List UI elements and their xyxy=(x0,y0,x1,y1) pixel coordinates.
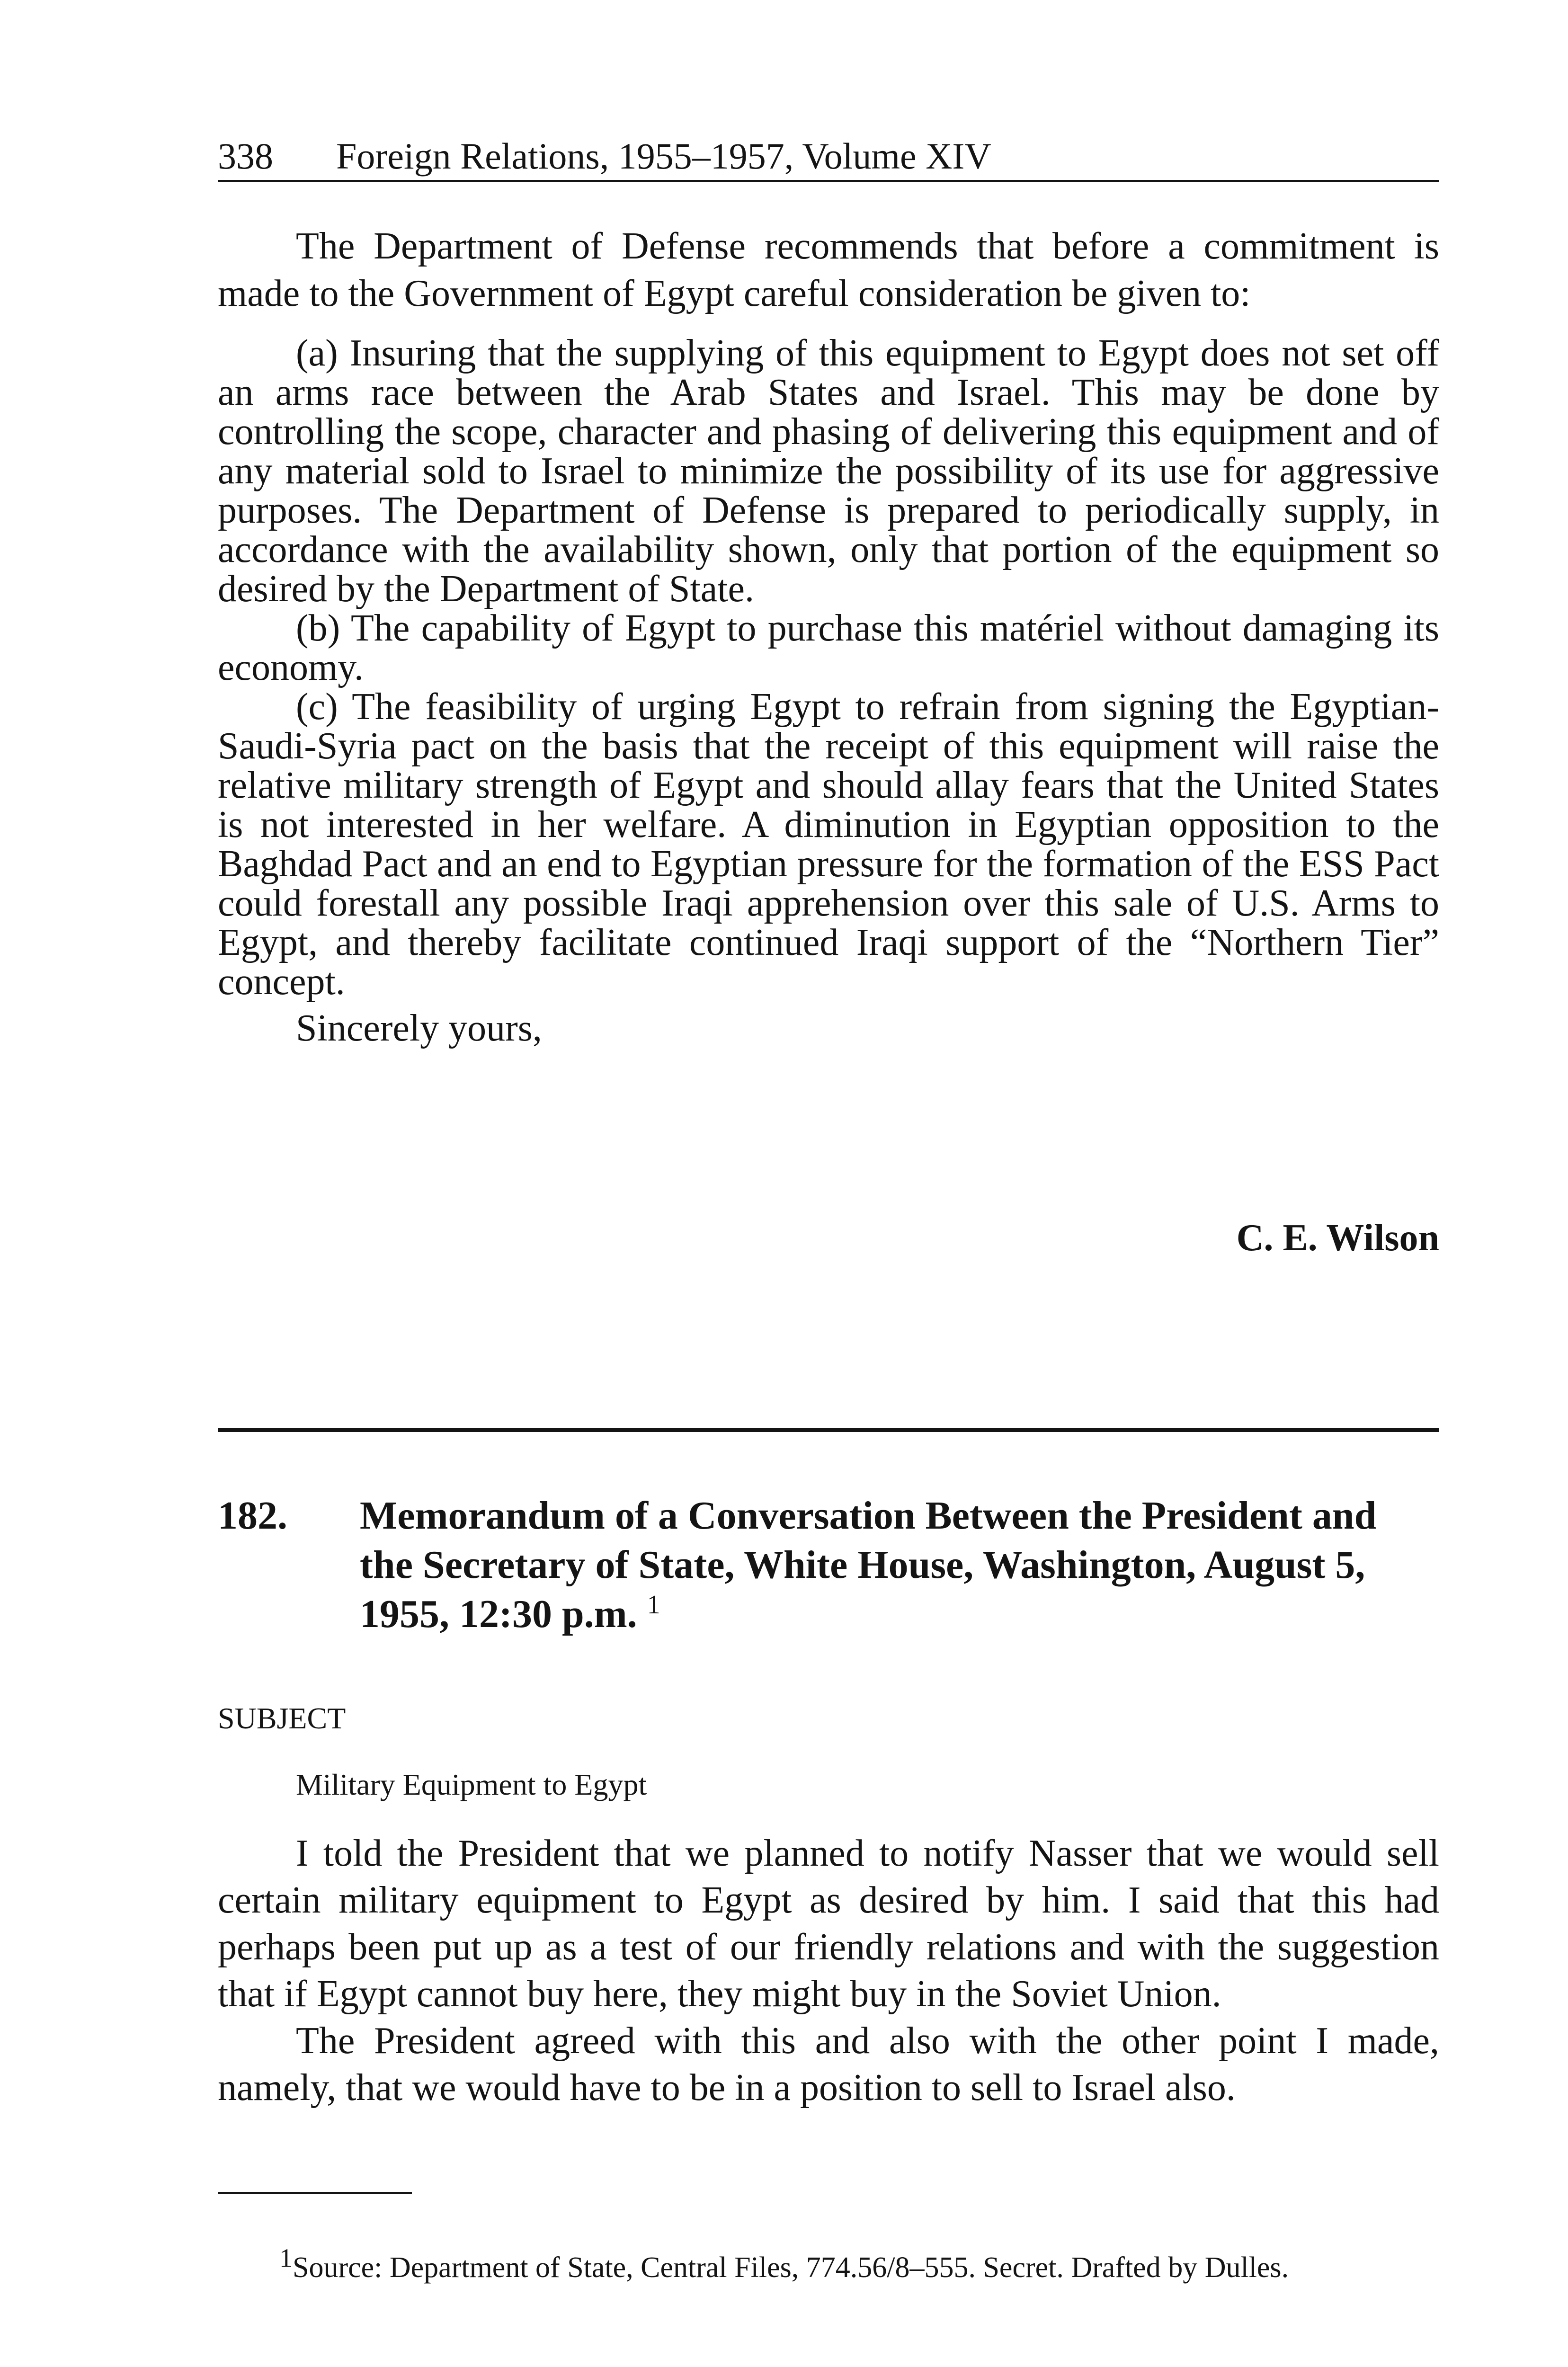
footnote-marker: 1 xyxy=(279,2243,293,2273)
footnote xyxy=(218,2243,1439,2286)
signature: C. E. Wilson xyxy=(1236,1217,1439,1259)
document-title xyxy=(360,1491,1439,1639)
section-divider xyxy=(218,1428,1439,1432)
letter-closing: Sincerely yours, xyxy=(296,1007,542,1049)
letter-body xyxy=(218,222,1439,1052)
page-number: 338 xyxy=(218,135,273,177)
memo-paragraph: The President agreed with this and also with the other point I made, namely, that we would have to be in a position to sell to Israel also. xyxy=(218,2020,1439,2109)
running-header-title: Foreign Relations, 1955–1957, Volume XIV xyxy=(336,135,991,177)
letter-item-a: (a) Insuring that the supplying of this equipment to Egypt does not set off an arms race between the Arab States and Israel. This may be done by controlling the scope, character and phasing of delivering this equipment and of any material sold to Israel to minimize the possibility of its use for aggressive purposes. The Department of Defense is prepared to periodically supply, in accordance with the availability shown, only that portion of the equipment so desired by the Department of State. xyxy=(218,332,1439,610)
letter-item-b: (b) The capability of Egypt to purchase this matériel without damaging its economy. xyxy=(218,607,1439,688)
memo-paragraph: I told the President that we planned to notify Nasser that we would sell certain military equipment to Egypt as desired by him. I said that this had perhaps been put up as a test of our friendly relations and with the suggestion that if Egypt cannot buy here, they might buy in the Soviet Union. xyxy=(218,1833,1439,2015)
memo-body xyxy=(218,1830,1439,2111)
footnote-text: Source: Department of State, Central Files, 774.56/8–555. Secret. Drafted by Dulles. xyxy=(293,2251,1289,2284)
running-header xyxy=(218,133,1439,182)
subject-text: Military Equipment to Egypt xyxy=(296,1768,647,1801)
footnote-reference[interactable]: 1 xyxy=(647,1590,660,1620)
footnote-rule xyxy=(218,2192,412,2194)
letter-intro-paragraph: The Department of Defense recommends that before a commitment is made to the Government of Egypt careful consideration be given to: xyxy=(218,225,1439,314)
document-title-text: Memorandum of a Conversation Between the President and the Secretary of State, White House, Washington, August 5, 1955, 12:30 p.m. xyxy=(360,1494,1377,1636)
letter-item-c: (c) The feasibility of urging Egypt to refrain from signing the Egyptian-Saudi-Syria pact on the basis that the receipt of this equipment will raise the relative military strength of Egypt and should allay fears that the United States is not interested in her welfare. A diminution in Egyptian opposition to the Baghdad Pact and an end to Egyptian pressure for the formation of the ESS Pact could forestall any possible Iraqi apprehension over this sale of U.S. Arms to Egypt, and thereby facilitate continued Iraqi support of the “Northern Tier” concept. xyxy=(218,686,1439,1003)
subject-label: SUBJECT xyxy=(218,1701,346,1735)
document-number: 182. xyxy=(218,1494,287,1538)
